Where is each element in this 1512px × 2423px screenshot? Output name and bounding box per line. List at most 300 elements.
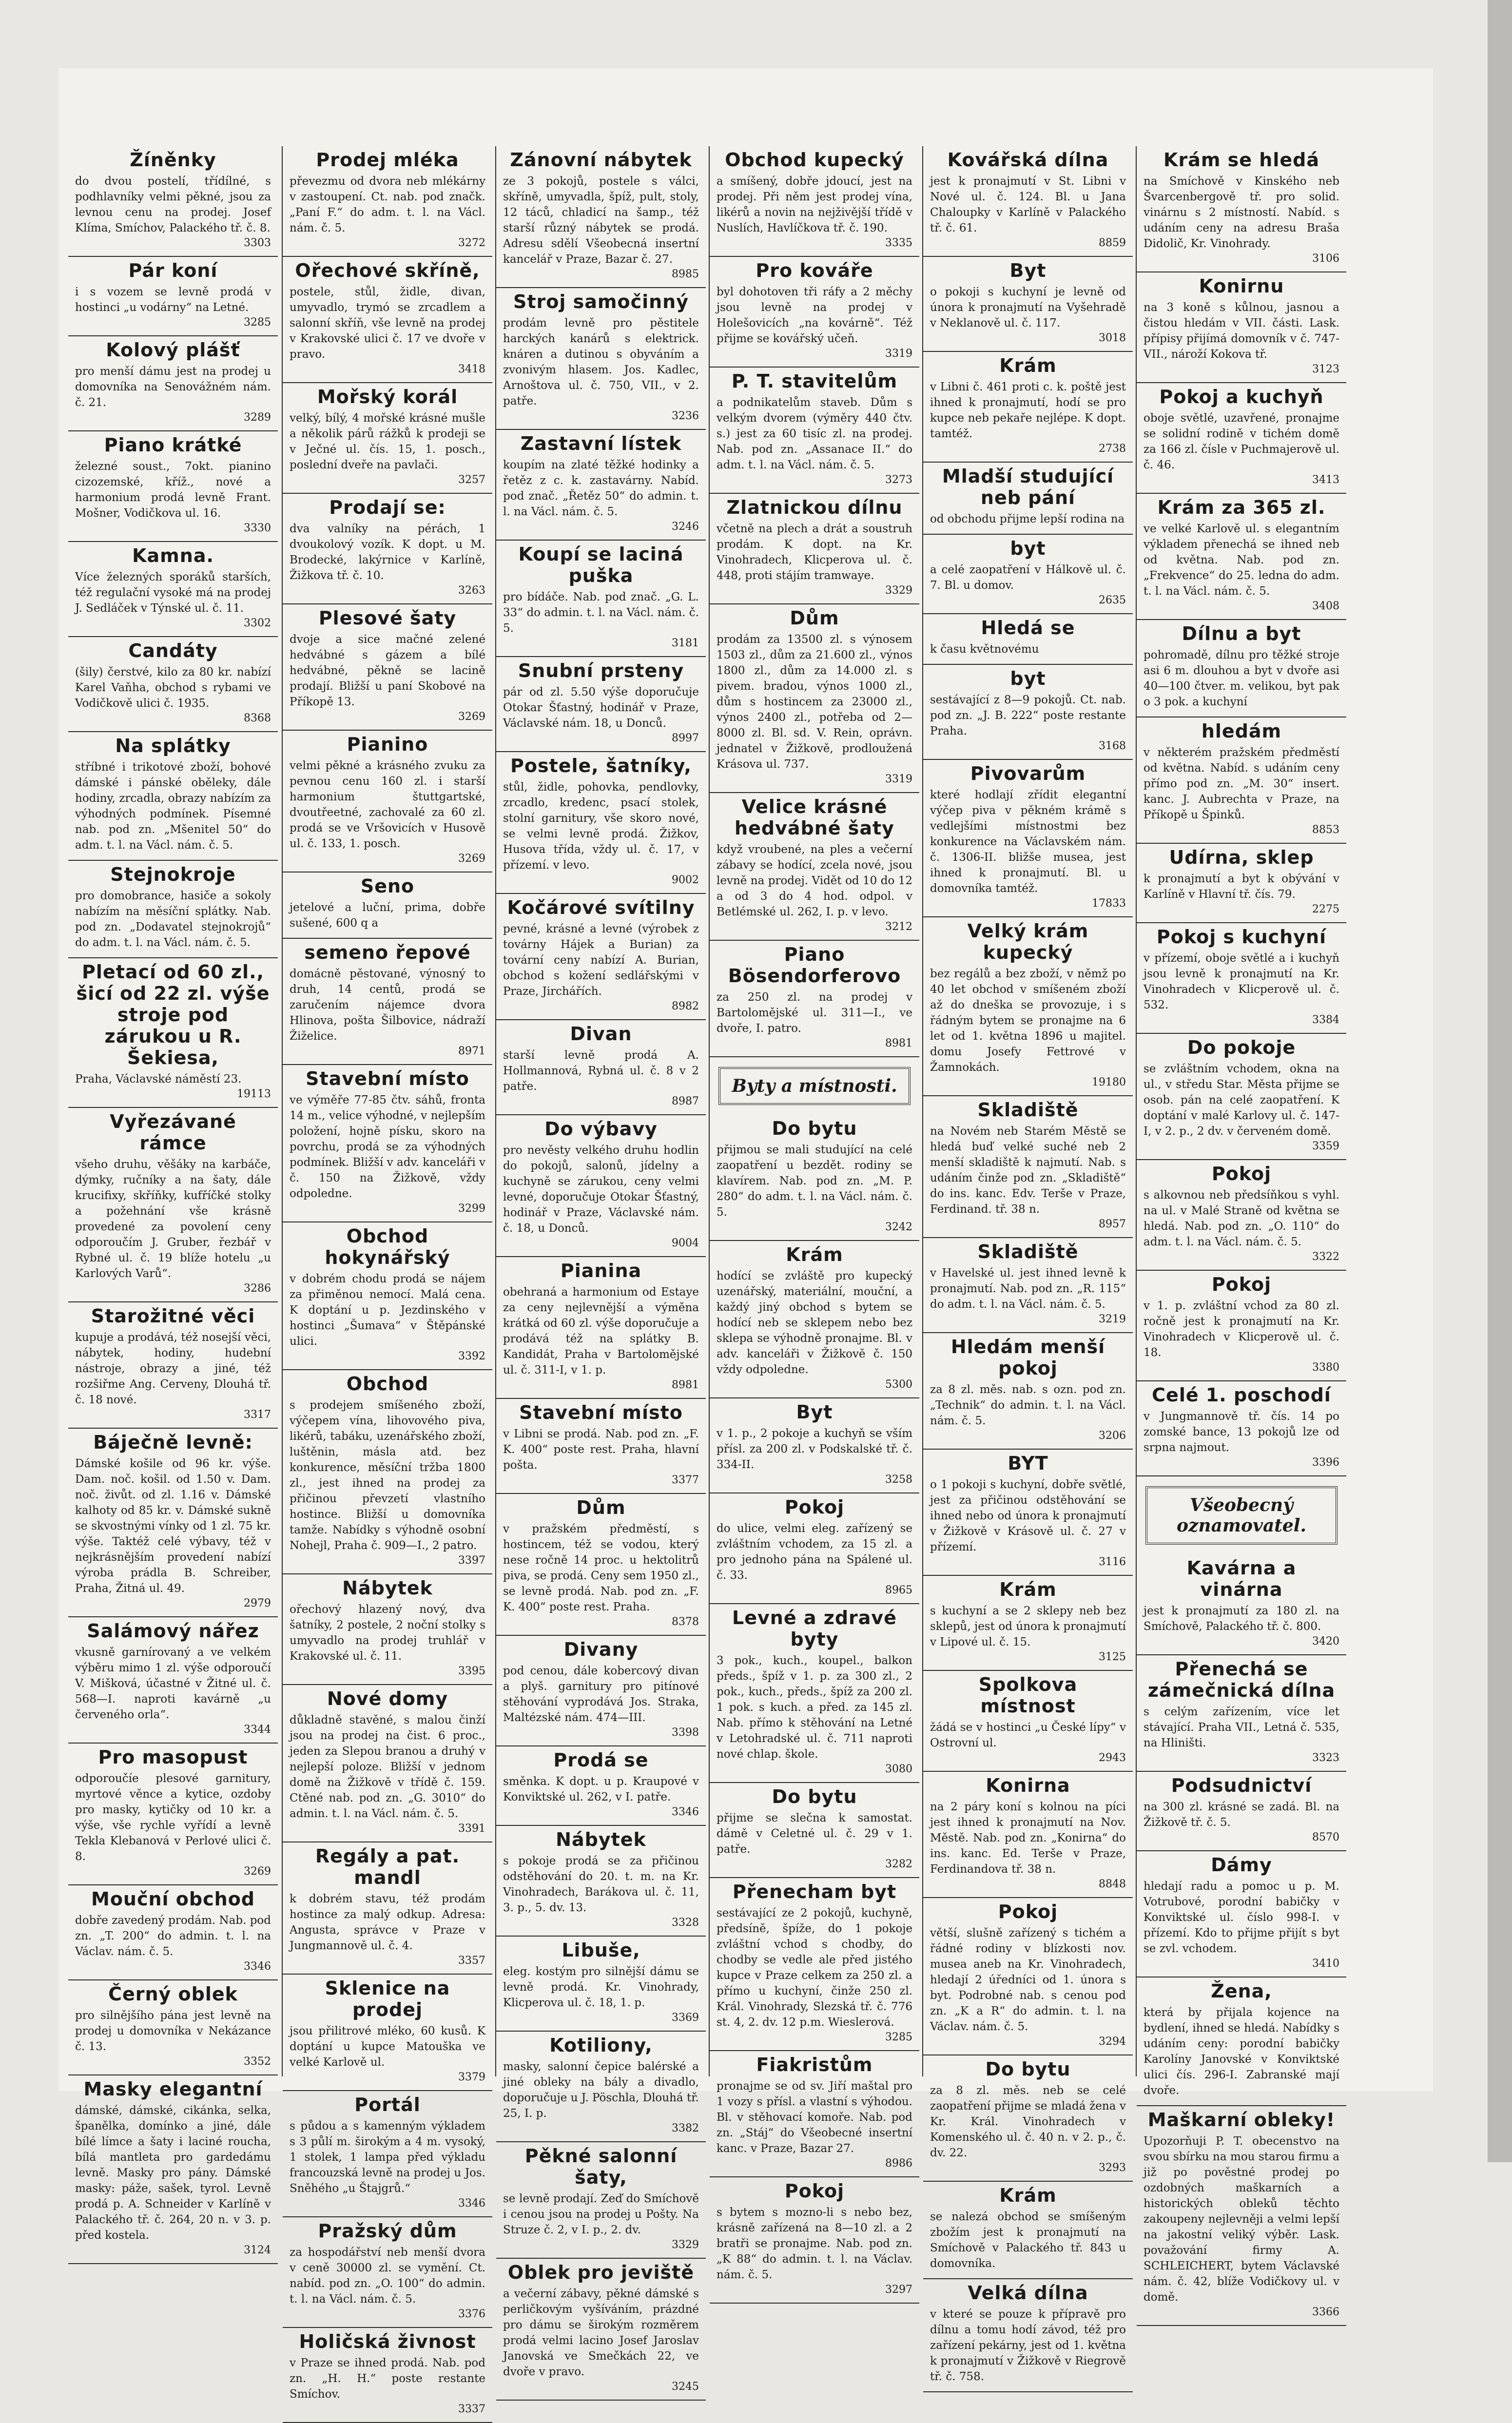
ad-heading: Postele, šatníky,	[510, 755, 692, 776]
ad-text: koupím na zlaté těžké hodinky a řetěz z c. k. zastavárny. Nabíd. pod znač. „Řetěz 50“ do admin. t. l. na Václ. nám. č. 5.	[503, 459, 699, 518]
ad-text: o pokoji s kuchyní je levně od února k pronajmutí na Vyšehradě v Neklanově ul. č. 117.	[930, 286, 1126, 330]
classified-ad	[68, 1617, 278, 1744]
ad-code: 8981	[672, 1379, 699, 1391]
ad-text: o 1 pokoji s kuchyní, dobře světlé, jest za přičinou odstěhování se ihned nebo od února k pronajmutí v Žižkově v Krásově ul. č. 27 v přízemí.	[930, 1478, 1126, 1553]
ad-text: přijmou se mali studující na celé zaopatření u bezdět. rodiny se klavírem. Nab. pod zn. „M. P. 280“ do adm. t. l. na Václ. nám. č. 5.	[717, 1144, 912, 1219]
ad-heading: Pokoj	[784, 2180, 845, 2202]
ad-text: v 1. p. zvláštní vchod za 80 zl. ročně jest k pronajmutí na Kr. Vinohradech v Klicperově ul. č. 18.	[1144, 1299, 1339, 1359]
ad-code: 3418	[458, 363, 485, 375]
ad-heading: Snubní prsteny	[518, 660, 684, 681]
ad-text: velký, bílý, 4 mořské krásné mušle a několik párů rážků k prodeji se v Ječné ul. čís. 15, 1. posch., poslední dveře na pavlači.	[290, 412, 485, 471]
ad-text: pevné, krásné a levné (výrobek z továrny Hájek a Burian) za tovární ceny nabízí A. Burian, obchod s kožení sedlářskými v Praze, Jirchářích.	[503, 923, 699, 998]
ad-heading: Stroj samočinný	[513, 291, 689, 312]
ad-code: 3289	[244, 411, 271, 424]
ad-text: eleg. kostým pro silnější dámu se levně prodá. Kr. Vinohrady, Klicperova ul. č. 18, 1. p.	[503, 1965, 699, 2009]
ad-heading: Kolový plášť	[106, 339, 240, 361]
classified-ad	[283, 1842, 492, 1975]
ad-text: ve velké Karlově ul. s elegantním výkladem přenechá se ihned neb od května. Nab. pod zn. „Frekvence“ do 25. ledna do adm. t. l. na Václ. nám. č. 5.	[1144, 523, 1339, 598]
ad-heading: Pokoj	[1211, 1163, 1272, 1184]
ad-code: 3242	[885, 1221, 912, 1233]
ad-code: 3116	[1099, 1556, 1126, 1568]
classified-ad	[923, 535, 1133, 614]
ad-code: 3322	[1312, 1251, 1339, 1263]
ad-code: 5300	[885, 1378, 912, 1391]
ad-heading: semeno řepové	[304, 942, 471, 963]
classified-ad	[283, 1222, 492, 1370]
ad-heading: BYT	[1008, 1453, 1048, 1474]
ad-text: na Smíchově v Kinského neb Švarcenbergově tř. pro solid. vinárnu s 2 místností. Nabíd. s udáním ceny na adresu Braša Didolič, Kr. Vinohrady.	[1144, 175, 1339, 250]
ad-text: do ulice, velmi eleg. zařízený se zvláštním vchodem, za 15 zl. a pro jednoho pána na Spálené ul. č. 33.	[717, 1522, 912, 1582]
ad-text: starší levně prodá A. Hollmannová, Rybná ul. č. 8 v 2 patře.	[503, 1049, 699, 1093]
ad-heading: Do bytu	[772, 1786, 857, 1807]
ad-text: kupuje a prodává, též nosejší věci, nábytek, hodiny, hudební nástroje, obrazy a jiné, též rozšiřme Ang. Cerveny, Dlouhá tř. č. 18 nové.	[75, 1331, 271, 1406]
ad-text: jest k pronajmutí za 180 zl. na Smíchově, Palackého tř. č. 800.	[1144, 1605, 1339, 1633]
ad-text: masky, salonní čepice balérské a jiné obleky na bály a divadlo, doporučuje u J. Pöschla, Dlouhá tř. 25, I. p.	[503, 2060, 699, 2120]
ad-code: 3285	[244, 316, 271, 329]
ad-text: do dvou postelí, třídílné, s podhlavníky velmi pěkné, jsou za levnou cenu na prodej. Josef Klíma, Smíchov, Palackého tř. č. 8.	[75, 175, 271, 234]
ad-heading: Pianino	[347, 734, 428, 755]
ad-code: 3258	[885, 1473, 912, 1486]
ad-heading: Zlatnickou dílnu	[726, 497, 903, 518]
ad-text: dobře zavedený prodám. Nab. pod zn. „T. 200“ do admin. t. l. na Václav. nám. č. 5.	[75, 1914, 271, 1958]
classified-ad	[283, 1370, 492, 1574]
classified-ad	[68, 637, 278, 732]
ad-text: 3 pok., kuch., koupel., balkon předs., špíž v 1. p. za 300 zl., 2 pok., kuch., předs., špíž za 200 zl. 1 pok. s kuch. a před. za 145 zl. Nab. přímo k stěhování na Letné v Letohradské ul. č. 711 naproti nové chlap. škole.	[717, 1654, 912, 1761]
ad-code: 8957	[1099, 1218, 1126, 1230]
ad-heading: Pokoj s kuchyní	[1156, 926, 1327, 948]
classified-ad	[496, 1746, 706, 1826]
ad-code: 8378	[672, 1616, 699, 1628]
ad-text: všeho druhu, věšáky na karbáče, dýmky, ručníky a na šaty, dále krucifixy, skříňky, kufříčké stolky a požehnání vše krásně provedené za povolení ceny odporoučím J. Gruber, řezbář v Rybné ul. č. 19 blíže hotelu „u Karlových Varů“.	[75, 1158, 271, 1280]
ad-code: 8982	[672, 1000, 699, 1012]
classified-ad	[283, 494, 492, 604]
ad-code: 19180	[1092, 1076, 1126, 1088]
ad-heading: Krám za 365 zl.	[1157, 497, 1326, 518]
ad-code: 2738	[1099, 443, 1126, 455]
ad-heading: Nábytek	[342, 1577, 433, 1599]
ad-text: s půdou a s kamenným výkladem s 3 půlí m. širokým a 4 m. vysoký, 1 stolek, 1 lampa před výkladu francouzská levně na prodej u Jos. Sněhého „u Štajgrů.“	[290, 2120, 485, 2195]
ad-heading: Krám se hledá	[1163, 149, 1319, 171]
classified-ad	[68, 336, 278, 431]
ad-heading: Masky elegantní	[83, 2078, 263, 2100]
classified-ad	[496, 2032, 706, 2142]
ad-code: 8986	[885, 2157, 912, 2170]
ad-code: 3346	[672, 1806, 699, 1818]
ad-text: v přízemí, oboje světlé a i kuchyň jsou levně k pronajmutí na Kr. Vinohradech v Klicperově ul. č. 532.	[1144, 952, 1339, 1011]
ad-heading: P. T. stavitelům	[731, 370, 898, 392]
classified-ad	[1137, 1772, 1346, 1851]
classified-ad	[923, 1450, 1133, 1576]
ad-code: 17833	[1092, 897, 1126, 910]
ad-code: 3125	[1099, 1651, 1126, 1663]
ad-heading: Celé 1. poschodí	[1152, 1384, 1331, 1406]
ad-heading: Žíněnky	[130, 149, 216, 171]
classified-ad	[1137, 1381, 1346, 1476]
ad-heading: Kamna.	[132, 545, 214, 566]
classified-ad	[710, 1878, 919, 2051]
ad-heading: Zánovní nábytek	[510, 149, 692, 171]
classified-ad	[496, 657, 706, 752]
ad-code: 2275	[1312, 903, 1339, 915]
ad-code: 3181	[672, 637, 699, 649]
classified-ad	[283, 383, 492, 494]
ad-text: s prodejem smíšeného zboží, výčepem vína, lihovového piva, likérů, tabáku, uzenářského zboží, luštěnin, másla atd. bez konkurence, měsíční tržba 1800 zl., jest ihned na prodej za přičinou převzetí vlastního hostince. Bližší u domovníka tamže. Nabídky s výhodně osobní Nohejl, Praha č. 909—I., 2 patro.	[290, 1399, 485, 1552]
ad-code: 3269	[458, 711, 485, 723]
ad-code: 3369	[672, 2012, 699, 2024]
ad-heading: Krám	[786, 1244, 843, 1265]
ad-heading: Obchod	[346, 1373, 429, 1395]
classified-ad	[496, 1494, 706, 1636]
classified-ad	[68, 1302, 278, 1429]
ad-heading: Maškarní obleky!	[1147, 2109, 1336, 2131]
ad-code: 2635	[1099, 594, 1126, 606]
classified-ad	[710, 1783, 919, 1878]
ad-code: 3346	[458, 2197, 485, 2210]
ad-text: Upozorňuji P. T. obecenstvo na svou sbírku na mou starou firmu a již po pověstné prodej po ozdobných maškarních a historických obleků těchto zakoupeny nejlevněji a velmi lepší na jakostní veliký výběr. Lask. považování firmy A. SCHLEICHERT, bytem Václavské nám. č. 42, blíže Vodičkovy ul. v domě.	[1144, 2135, 1339, 2304]
classified-ad	[283, 604, 492, 731]
ad-heading: Dům	[790, 607, 839, 629]
classified-ad	[710, 1493, 919, 1604]
ad-text: dámské, dámské, cikánka, selka, španělka, domínko a jiné, dále bílé límce a šaty i laciné roucha, bílá mantleta pro gardedámu levně. Masky pro pány. Dámské masky: páže, sašek, tyrol. Levně prodá p. A. Schneider v Karlíně v Palackého tř. č. 264, 20 n. v 3. p. před kostela.	[75, 2104, 271, 2242]
classified-ad	[923, 1898, 1133, 2055]
ad-code: 8987	[672, 1095, 699, 1107]
ad-text: v Libni č. 461 proti c. k. poště jest ihned k pronajmutí, hodí se pro kupce neb pekaře nejlépe. K dopt. tamtéž.	[930, 381, 1126, 440]
ad-text: k pronajmutí a byt k obývání v Karlíně v Hlavní tř. čís. 79.	[1144, 872, 1339, 901]
classified-ad	[496, 1937, 706, 2032]
ad-heading: Obchod kupecký	[725, 149, 904, 171]
ad-code: 3257	[458, 474, 485, 486]
ad-code: 3323	[1312, 1752, 1339, 1764]
ad-text: na 300 zl. krásné se zadá. Bl. na Žižkově tř. č. 5.	[1144, 1801, 1339, 1829]
classified-ad	[68, 257, 278, 336]
ad-text: a smíšený, dobře jdoucí, jest na prodej. Při něm jest prodej vína, likérů a novin na nejživější třídě v Nuslích, Havlíčkova tř. č. 190.	[717, 175, 912, 234]
ad-code: 3359	[1312, 1140, 1339, 1152]
ad-heading: Mořský korál	[317, 386, 458, 407]
classified-ad	[1137, 2106, 1346, 2326]
ad-heading: Krám	[999, 2185, 1057, 2206]
ad-text: se nalezá obchod se smíšeným zbožím jest k pronajmutí na Smíchově v Palackého tř. 843 u domovníka.	[930, 2210, 1126, 2270]
ad-heading: Pianina	[560, 1260, 642, 1281]
ad-code: 3206	[1099, 1430, 1126, 1442]
ad-code: 3245	[672, 2381, 699, 2393]
ad-code: 3299	[458, 1202, 485, 1215]
ad-heading: Prodají se:	[329, 497, 446, 518]
classified-ad	[496, 752, 706, 894]
ad-text: když vroubené, na ples a večerní zábavy se hodící, zcela nové, jsou levně na prodej. Vidět od 10 do 12 a od 3 do 4 hod. odpol. v Betlémské ul. 262, I. p. v levo.	[717, 843, 912, 918]
ad-text: v Libni se prodá. Nab. pod zn. „F. K. 400“ poste rest. Praha, hlavní pošta.	[503, 1428, 699, 1472]
ad-heading: Piano Bösendorferovo	[728, 944, 901, 987]
ad-heading: Dílnu a byt	[1182, 623, 1301, 644]
ad-code: 3413	[1312, 474, 1339, 486]
ad-code: 3212	[885, 921, 912, 933]
section-box-byty: Byty a místnosti.	[718, 1067, 911, 1105]
ad-code: 9002	[672, 874, 699, 886]
classified-ad	[496, 1020, 706, 1115]
ad-text: postele, stůl, židle, divan, umyvadlo, trymó se zrcadlem a salonní skříň, vše levně na prodej v Krakovské ulici č. 17 ve dvoře v pravo.	[290, 286, 485, 361]
ad-text: převezmu od dvora neb mlékárny v zastoupení. Ct. nab. pod značk. „Paní F.“ do adm. t. l. na Václ. nám. č. 5.	[290, 175, 485, 234]
ad-code: 8965	[885, 1584, 912, 1596]
column-3	[495, 146, 706, 2393]
page-edge-shadow	[1488, 0, 1512, 2162]
ad-code: 3357	[458, 1955, 485, 1967]
ad-text: s kuchyní a se 2 sklepy neb bez sklepů, jest od února k pronajmutí v Lipové ul. č. 15.	[930, 1605, 1126, 1648]
classified-ad	[710, 1398, 919, 1493]
ad-text: dvoje a sice mačné zelené hedvábné s gázem a bílé hedvábné, pěkně se lacině prodají. Bližší u paní Skobové na Příkopě 13.	[290, 633, 485, 708]
ad-code: 3398	[672, 1726, 699, 1739]
ad-code: 3106	[1312, 252, 1339, 265]
ad-code: 3269	[458, 853, 485, 865]
ad-code: 3285	[885, 2031, 912, 2043]
classified-ad	[496, 894, 706, 1020]
ad-heading: Černý oblek	[108, 1983, 238, 2005]
ad-code: 3293	[1099, 2162, 1126, 2174]
ad-text: k dobrém stavu, též prodám hostince za malý odkup. Adresa: Angusta, správce v Praze v Jungmannově ul. č. 4.	[290, 1893, 485, 1952]
ad-code: 3384	[1312, 1014, 1339, 1026]
ad-heading: hledám	[1201, 720, 1282, 742]
ad-heading: Regály a pat. mandl	[315, 1845, 460, 1888]
ad-code: 3391	[458, 1822, 485, 1835]
classified-ad	[1137, 146, 1346, 272]
classified-ad	[1137, 1034, 1346, 1160]
ad-heading: Dům	[576, 1497, 626, 1518]
ad-text: jest k pronajmutí v St. Libni v Nové ul. č. 124. Bl. u Jana Chaloupky v Karlíně v Palackého tř. č. 61.	[930, 175, 1126, 234]
classified-ad	[1137, 1851, 1346, 1977]
ad-text: domácně pěstované, výnosný to druh, 14 centů, prodá se zaručením nájemce dvora Hlinova, pošta Šilbovice, nádraží Žiželice.	[290, 968, 485, 1043]
classified-ad	[710, 2051, 919, 2177]
ad-heading: Ořechové skříně,	[295, 260, 480, 281]
ad-heading: Nové domy	[327, 1688, 448, 1709]
ad-text: obehraná a harmonium od Estaye za ceny nejlevnější a výměna krátká od 60 zl. výše doporučuje a prodává též na splátky B. Kandidát, Praha v Bartolomějské ul. č. 311-I, v 1. p.	[503, 1286, 699, 1376]
ad-heading: Udírna, sklep	[1169, 847, 1314, 868]
classified-ad	[283, 1685, 492, 1842]
classified-ad	[923, 146, 1133, 257]
ad-text: stříbné i trikotové zboží, bohové dámské i pánské oběleky, dále hodiny, zrcadla, obrazy nabízím za výhodných podmínek. Písemné nab. pod zn. „Mšenitel 50“ do adm. t. l. na Václ. nám. č. 5.	[75, 761, 271, 852]
ad-code: 3395	[458, 1665, 485, 1677]
ad-heading: Pletací od 60 zl., šicí od 22 zl. výše stroje pod zárukou u R. Šekiesa,	[76, 961, 270, 1068]
ad-code: 3168	[1099, 740, 1126, 752]
ad-heading: Prodá se	[553, 1749, 649, 1771]
ad-code: 3269	[244, 1865, 271, 1878]
ad-heading: Pro kováře	[756, 260, 873, 281]
ad-heading: Obchod hokynářský	[325, 1225, 450, 1268]
classified-ad	[496, 541, 706, 657]
ad-heading: Konirna	[986, 1775, 1070, 1796]
classified-ad	[283, 257, 492, 383]
ad-code: 3352	[244, 2055, 271, 2068]
classified-ad	[923, 2182, 1133, 2279]
ad-code: 3319	[885, 348, 912, 360]
ad-heading: Spolkova místnost	[978, 1674, 1078, 1717]
ad-text: které hodlají zřídit elegantní výčep piva v pěkném krámě s vedlejšími místnostmi bez konkurence na Václavském nám. č. 1306-II. bližše musea, jest ihned k pronajmutí. Bl. u domovníka tamtéž.	[930, 789, 1126, 895]
ad-heading: Piano krátké	[104, 434, 242, 456]
ad-text: prodám za 13500 zl. s výnosem 1503 zl., dům za 21.600 zl., výnos 1800 zl., dům za 14.000 zl. s pivem. bradou, výnos 1000 zl., dům s hostincem za 23000 zl., výnos 2400 zl., potřeba od 2—8000 zl. Bl. sd. V. Rein, oprávn. jednatel v Žižkově, prodloužená Krásova ul. 737.	[717, 633, 912, 771]
ad-code: 3420	[1312, 1635, 1339, 1648]
classified-ad	[68, 1744, 278, 1885]
classified-ad	[283, 1975, 492, 2091]
ad-text: dva valníky na pérách, 1 dvoukolový vozík. K dopt. u M. Brodecké, lakýrnice v Karlíně, Žižkova tř. č. 10.	[290, 523, 485, 582]
ad-code: 3379	[458, 2071, 485, 2083]
classified-ad	[68, 732, 278, 861]
ad-heading: Přenecham byt	[732, 1881, 897, 1902]
ad-heading: Stavební místo	[519, 1402, 683, 1423]
ad-code: 3282	[885, 1858, 912, 1870]
ad-code: 3410	[1312, 1958, 1339, 1970]
classified-ad	[1137, 620, 1346, 717]
classified-ad	[496, 288, 706, 430]
ad-heading: Pokoj	[1211, 1274, 1272, 1295]
ad-heading: Dámy	[1211, 1854, 1272, 1876]
ad-text: na Novém neb Starém Městě se hledá buď velké suché neb 2 menší skladiště k najmutí. Nab. s udáním činže pod zn. „Skladiště“ do ins. kanc. Edv. Terše v Praze, Ferdinand. tř. 38 n.	[930, 1125, 1126, 1216]
classified-ad	[923, 614, 1133, 665]
classified-ad	[710, 1241, 919, 1398]
ad-text: s celým zařízením, více let stávající. Praha VII., Letná č. 535, na Hliništi.	[1144, 1706, 1339, 1749]
ad-heading: Pokoj	[998, 1901, 1058, 1922]
ad-heading: Fiakristům	[756, 2054, 873, 2075]
classified-ad	[496, 1257, 706, 1399]
classified-ad	[68, 1429, 278, 1617]
ad-heading: Libuše,	[562, 1939, 640, 1961]
classified-ad	[496, 1399, 706, 1494]
ad-text: s bytem s mozno-li s nebo bez, krásně zařízená na 8—10 zl. a 2 bratři se pronajme. Nab. pod zn. „K 88“ do admin. t. l. na Václav. nám. č. 5.	[717, 2206, 912, 2281]
ad-code: 3319	[885, 773, 912, 785]
classified-ad	[923, 1671, 1133, 1772]
ad-code: 3382	[672, 2122, 699, 2134]
ad-heading: Skladiště	[977, 1099, 1079, 1121]
ad-text: včetně na plech a drát a soustruh prodám. K dopt. na Kr. Vinohradech, Klicperova ul. č. 448, proti stájím tramwaye.	[717, 523, 912, 582]
ad-heading: Hledá se	[981, 617, 1075, 639]
ad-text: i s vozem se levně prodá v hostinci „u vodárny“ na Letné.	[75, 286, 271, 314]
classified-ad	[710, 257, 919, 368]
ad-text: v Havelské ul. jest ihned levně k pronajmutí. Nab. pod zn. „R. 115“ do adm. t. l. na Václ. nám. č. 5.	[930, 1267, 1126, 1311]
column-6	[1136, 146, 1346, 2318]
ad-code: 3302	[244, 617, 271, 629]
column-4	[709, 146, 919, 2296]
classified-ad	[496, 2142, 706, 2259]
ad-text: za hospodářství neb menší dvora v ceně 30000 zl. se vymění. Ct. nabíd. pod zn. „O. 100“ do admin. t. l. na Václ. nám. č. 5.	[290, 2246, 485, 2306]
ad-text: a celé zaopatření v Hálkově ul. č. 7. Bl. u domov.	[930, 563, 1126, 592]
ad-text: pro domobrance, hasiče a sokoly nabízím na měsíční splátky. Nab. pod zn. „Dodavatel stejnokrojů“ do adm. t. l. na Václ. nám. č. 5.	[75, 890, 271, 949]
ad-code: 2979	[244, 1597, 271, 1609]
ad-heading: Podsudnictví	[1171, 1775, 1312, 1796]
ad-code: 3272	[458, 237, 485, 249]
ad-text: která by přijala kojence na bydlení, ihned se hledá. Nabídky s udáním ceny: porodní babičky Karolíny Janovské v Konviktské ulici čís. 296-I. Zabranské mají dvoře.	[1144, 2006, 1339, 2097]
ad-heading: Báječně levně:	[93, 1432, 253, 1453]
classified-ad	[923, 1333, 1133, 1450]
classified-ad	[1137, 717, 1346, 844]
classified-ad	[283, 872, 492, 939]
ad-heading: Krám	[999, 355, 1057, 376]
ad-heading: Pro masopust	[98, 1746, 248, 1768]
classified-ad	[68, 542, 278, 637]
classified-ad	[923, 257, 1133, 352]
classified-ad	[923, 760, 1133, 917]
ad-text: hledají radu a pomoc u p. M. Votrubové, porodní babičky v Konviktské ul. číslo 998-I. v přízemí. Kdo to přijme přijít s byt se zvl. vchodem.	[1144, 1880, 1339, 1955]
ad-text: Více železných sporáků starších, též regulační vysoké má na prodej J. Sedláček v Týnské ul. č. 11.	[75, 571, 271, 615]
classified-ad	[68, 1980, 278, 2075]
ad-code: 8997	[672, 732, 699, 744]
ad-text: přijme se slečna k samostat. dámě v Celetné ul. č. 29 v 1. patře.	[717, 1812, 912, 1856]
ad-text: na 3 koně s kůlnou, jasnou a čistou hledám v VII. části. Lask. přípisy přijímá domovník v č. 747-VII., nároží Kokova tř.	[1144, 301, 1339, 361]
ad-code: 3080	[885, 1763, 912, 1775]
ad-text: oboje světlé, uzavřené, pronajme se solidní rodině v tichém domě za 166 zl. čísle v Puchmajerově ul. č. 46.	[1144, 412, 1339, 471]
ad-text: pohromadě, dílnu pro těžké stroje asi 6 m. dlouhou a byt v dvoře asi 40—100 čtver. m. velikou, byt pak o 3 pok. a kuchyní	[1144, 649, 1339, 708]
ad-heading: Hledám menší pokoj	[950, 1336, 1105, 1379]
classified-ad	[1137, 383, 1346, 494]
classified-ad	[68, 1885, 278, 1980]
ad-heading: Oblek pro jeviště	[507, 2262, 695, 2283]
ad-heading: Byt	[1009, 260, 1047, 281]
classified-ad	[283, 146, 492, 257]
ad-code: 3397	[458, 1554, 485, 1567]
classified-ad	[1137, 1977, 1346, 2106]
ad-text: větší, slušně zařízený s tichém a řádné rodiny v blízkosti nov. musea aneb na Kr. Vinohradech, hledají 2 úředníci od 1. února s byt. Podrobné nab. s cenou pod zn. „K a R“ do admin. t. l. na Václav. nám. č. 5.	[930, 1927, 1126, 2033]
ad-heading: Kovářská dílna	[947, 149, 1109, 171]
classified-ad	[710, 2177, 919, 2304]
ad-code: 8570	[1312, 1831, 1339, 1843]
ad-heading: Koupí se laciná puška	[518, 543, 684, 586]
ad-heading: Divan	[570, 1023, 632, 1045]
ad-code: 3344	[244, 1724, 271, 1736]
classified-ad	[923, 463, 1133, 535]
ad-heading: Divany	[563, 1639, 639, 1660]
classified-ad	[1137, 844, 1346, 923]
ad-text: ořechový hlazený nový, dva šatníky, 2 postele, 2 noční stolky s umyvadlo na prodej truhlář v Krakovské ul. č. 11.	[290, 1603, 485, 1663]
section-box-oznamovatel: Všeobecný oznamovatel.	[1145, 1486, 1338, 1545]
ad-text: s alkovnou neb předsíňkou s vyhl. na ul. v Malé Straně od května se hledá. Nab. pod zn. „O. 110“ do adm. t. l. na Václ. nám. č. 5.	[1144, 1189, 1339, 1248]
ad-heading: Stavební místo	[306, 1068, 469, 1089]
ad-text: velmi pěkné a krásného zvuku za pevnou cenu 160 zl. i starší harmonium štuttgartské, dvoutřeetné, zachovalé za 60 zl. prodá se ve Vršovicích v Husově ul. č. 133, 1. posch.	[290, 759, 485, 850]
ad-text: prodám levně pro pěstitele harckých kanárů s elektrick. knáren a dutinou s obyváním a zvonivým hlasem. Jos. Kadlec, Arnoštova ul. č. 750, VII., v 2. patře.	[503, 317, 699, 407]
ad-heading: Do výbavy	[544, 1118, 658, 1140]
classified-ad	[710, 1604, 919, 1783]
ad-text: pro bídáče. Nab. pod znač. „G. L. 33“ do admin. t. l. na Václ. nám. č. 5.	[503, 591, 699, 635]
ad-text: byl dohotoven tři ráfy a 2 měchy jsou levně na prodej v Holešovicích „na kovárně“. Též přijme se kovářský učeň.	[717, 286, 912, 345]
ad-heading: Candáty	[128, 640, 218, 661]
ad-code: 3246	[672, 521, 699, 533]
ad-heading: Stejnokroje	[110, 864, 236, 885]
ad-code: 8971	[458, 1045, 485, 1057]
column-2	[282, 146, 492, 2415]
ad-text: Praha, Václavské náměstí 23.	[75, 1073, 242, 1086]
ad-heading: Pokoj a kuchyň	[1159, 386, 1324, 407]
ad-code: 3219	[1099, 1313, 1126, 1325]
ad-text: sestávající ze 2 pokojů, kuchyně, předsíně, špíže, do 1 pokoje zvláštní vchod s chodby, do chodby se vedle ale před jistého kupce v Praze celkem za 250 zl. a přímo u kuchyní, činže 250 zl. Král. Vinohrady, Slezská tř. č. 776 st. 4, 2. dv. 12 p.m. Wieslerová.	[717, 1907, 912, 2029]
ad-code: 3317	[244, 1409, 271, 1421]
ad-text: od obchodu přijme lepší rodina na	[930, 513, 1125, 525]
classified-ad	[68, 958, 278, 1108]
ad-text: se levně prodají. Zeď do Smíchově i cenou jsou na prodej u Pošty. Na Struze č. 2, v I. p., 2. dv.	[503, 2192, 699, 2236]
ad-heading: Starožitné věci	[91, 1305, 255, 1327]
classified-ad	[283, 1065, 492, 1222]
ad-heading: Kavárna a vinárna	[1186, 1557, 1297, 1600]
ad-code: 2943	[1099, 1752, 1126, 1764]
ad-heading: Vyřezávané rámce	[110, 1111, 236, 1154]
classified-ad	[283, 1574, 492, 1685]
classified-ad	[496, 146, 706, 288]
classified-ad	[923, 1096, 1133, 1238]
column-1	[68, 146, 278, 2256]
classified-ad	[1137, 272, 1346, 383]
ad-heading: byt	[1010, 538, 1046, 559]
classified-ad	[923, 352, 1133, 463]
ad-text: a večerní zábavy, pěkné dámské s perličkovým vyšíváním, prázdné pro dámu se širokým rozměrem prodá velmi lacino Josef Jaroslav Janovská ve Smečkách 22, ve dvoře v pravo.	[503, 2287, 699, 2378]
ad-heading: Velice krásné hedvábné šaty	[735, 796, 894, 839]
ad-heading: Skladiště	[977, 1241, 1079, 1262]
classified-ad	[923, 917, 1133, 1096]
ad-heading: Nábytek	[556, 1829, 646, 1850]
ad-code: 8853	[1312, 824, 1339, 836]
ad-code: 8859	[1099, 237, 1126, 249]
